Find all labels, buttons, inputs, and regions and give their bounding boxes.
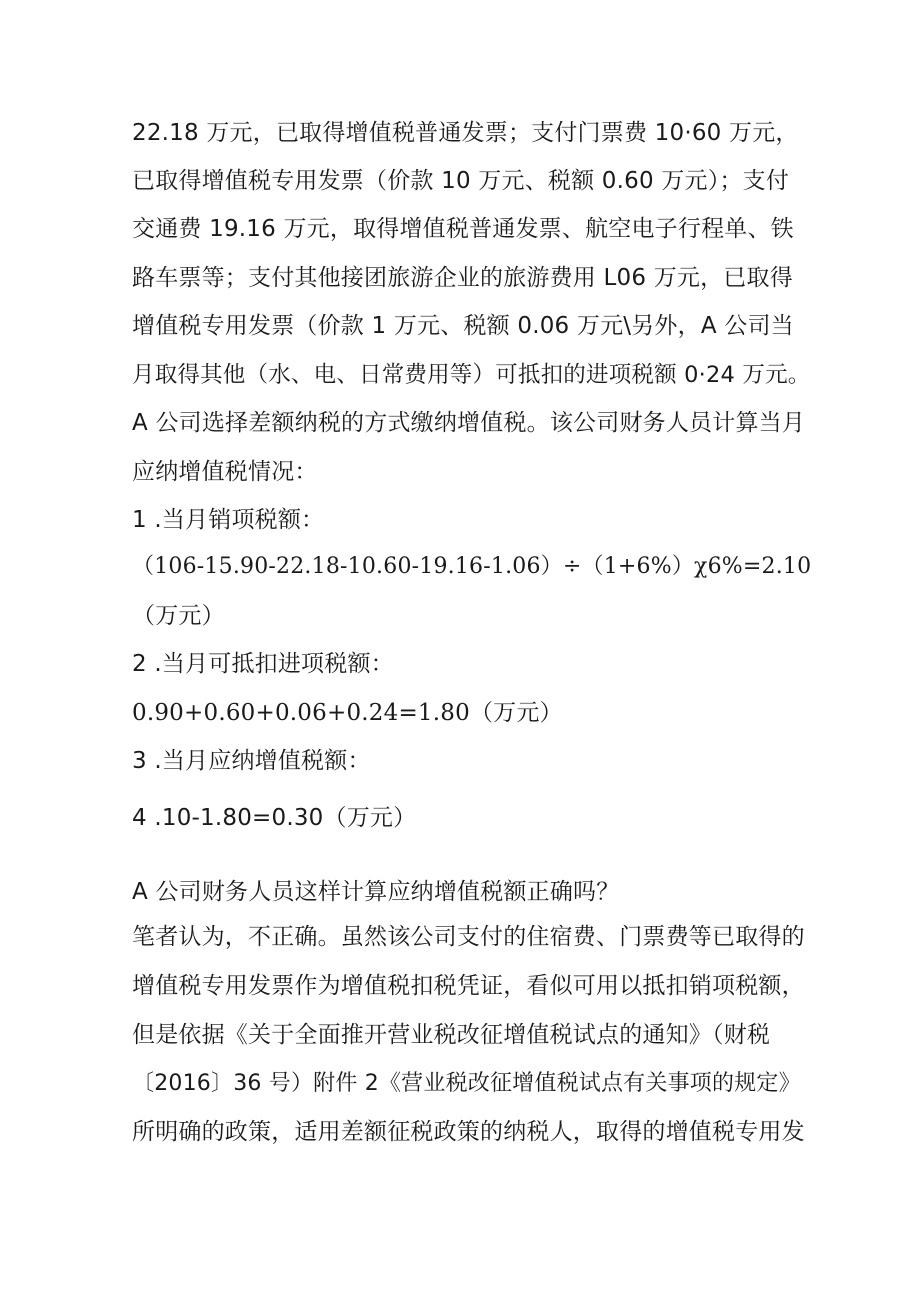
text-line: 路车票等；支付其他接团旅游企业的旅游费用 L06 万元，已取得: [132, 265, 793, 291]
question-line: A 公司财务人员这样计算应纳增值税额正确吗？: [132, 879, 620, 905]
list-item-heading: 3 .当月应纳增值税额：: [132, 748, 371, 774]
formula-unit: （万元）: [132, 603, 225, 629]
list-item-heading: 1 .当月销项税额：: [132, 507, 325, 533]
formula-line: 4 .10-1.80=0.30（万元）: [132, 805, 417, 831]
text-line: 增值税专用发票作为增值税扣税凭证，看似可用以抵扣销项税额，: [132, 973, 805, 999]
text-line: 22.18 万元，已取得增值税普通发票；支付门票费 10·60 万元，: [132, 120, 799, 146]
text-line: 月取得其他（水、电、日常费用等）可抵扣的进项税额 0·24 万元。: [132, 362, 811, 388]
text-line: 应纳增值税情况：: [132, 459, 318, 485]
text-line: 笔者认为，不正确。虽然该公司支付的住宿费、门票费等已取得的: [132, 924, 805, 950]
text-line: A 公司选择差额纳税的方式缴纳增值税。该公司财务人员计算当月: [132, 410, 806, 436]
formula-line: 0.90+0.60+0.06+0.24=1.80（万元）: [132, 700, 563, 726]
text-line: 〔2016〕36 号）附件 2《营业税改征增值税试点有关事项的规定》: [132, 1071, 801, 1096]
text-line: 所明确的政策，适用差额征税政策的纳税人，取得的增值税专用发: [132, 1119, 805, 1145]
list-item-heading: 2 .当月可抵扣进项税额：: [132, 651, 394, 677]
text-line: 交通费 19.16 万元，取得增值税普通发票、航空电子行程单、铁: [132, 216, 794, 242]
text-line: 增值税专用发票（价款 1 万元、税额 0.06 万元\另外，A 公司当: [132, 313, 794, 339]
formula-line: （106-15.90-22.18-10.60-19.16-1.06）÷（1+6%）χ6%=2.10: [132, 554, 812, 579]
text-line: 但是依据《关于全面推开营业税改征增值税试点的通知》（财税: [132, 1022, 771, 1048]
text-line: 已取得增值税专用发票（价款 10 万元、税额 0.60 万元）；支付: [132, 168, 790, 194]
